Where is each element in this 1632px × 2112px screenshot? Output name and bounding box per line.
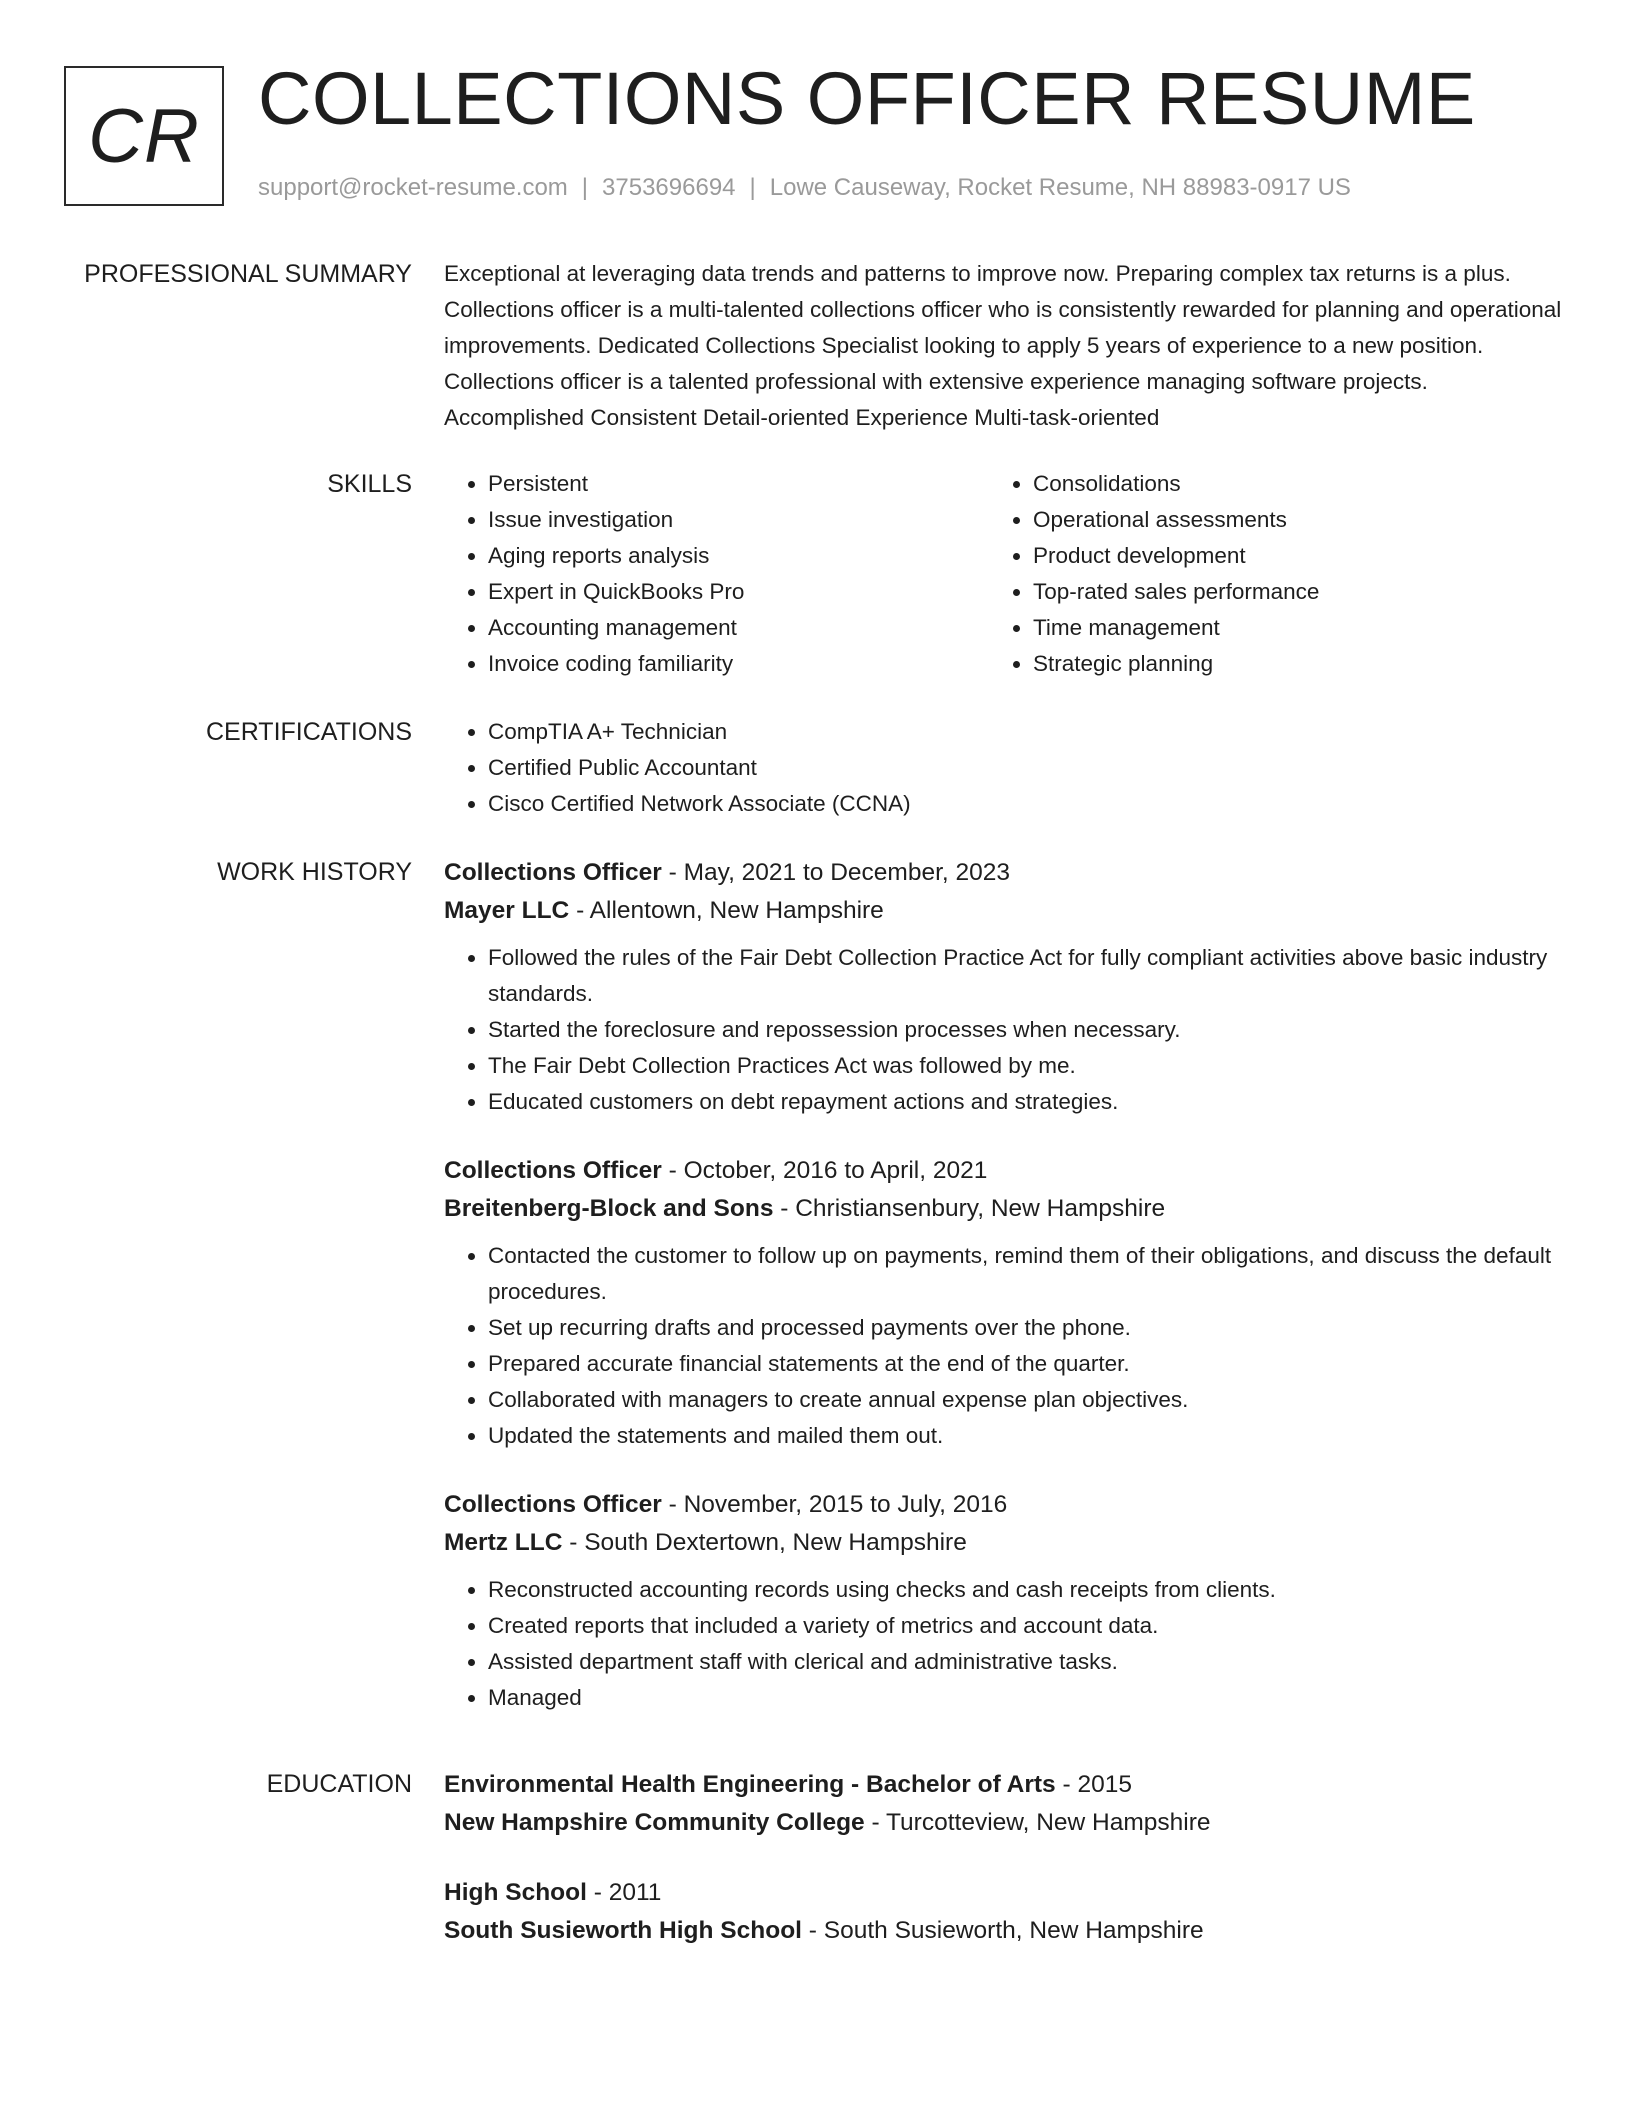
job-company-line [444, 892, 1564, 930]
list-item: • Consolidations [1033, 466, 1534, 502]
section-label-skills: SKILLS [327, 470, 412, 498]
list-item: • Collaborated with managers to create annual expense plan objectives. [488, 1382, 1564, 1418]
job-company: Mayer LLC [444, 897, 570, 924]
skills-column-left [444, 466, 989, 682]
list-item: • Followed the rules of the Fair Debt Collection Practice Act for fully compliant activities above basic industry standards. [488, 940, 1564, 1012]
list-item: • Started the foreclosure and repossession processes when necessary. [488, 1012, 1564, 1048]
job-location: - Allentown, New Hampshire [569, 897, 884, 924]
list-item: • Persistent [488, 466, 989, 502]
list-item: • Managed [488, 1680, 1564, 1716]
list-item: • Top-rated sales performance [1033, 574, 1534, 610]
section-label-summary: PROFESSIONAL SUMMARY [84, 260, 412, 288]
list-item: • Expert in QuickBooks Pro [488, 574, 989, 610]
section-label-education: EDUCATION [266, 1770, 412, 1798]
list-item: • CompTIA A+ Technician [488, 714, 1564, 750]
list-item: • Product development [1033, 538, 1534, 574]
list-item: • The Fair Debt Collection Practices Act was followed by me. [488, 1048, 1564, 1084]
job-entry [444, 854, 1564, 1120]
job-title-line [444, 854, 1564, 892]
contact-phone: 3753696694 [602, 174, 736, 201]
summary-body [444, 256, 1564, 436]
contact-separator: | [581, 174, 589, 201]
job-title-line [444, 1486, 1564, 1524]
skills-list-right [989, 466, 1534, 682]
summary-text: Exceptional at leveraging data trends and patterns to improve now. Preparing complex tax returns is a plus. Collections officer is a multi-talented collections officer who is consistently rewarded for planning and operational improvements. Dedicated Collections Specialist looking to apply 5 years of experience to a new position. Collections officer is a talented professional with extensive experience managing software projects. Accomplished Consistent Detail-oriented Experience Multi-task-oriented [444, 261, 1562, 430]
education-school-line [444, 1804, 1564, 1842]
job-title: Collections Officer [444, 859, 662, 886]
education-location: - South Susieworth, New Hampshire [801, 1917, 1204, 1944]
list-item: • Operational assessments [1033, 502, 1534, 538]
skills-column-right [989, 466, 1534, 682]
list-item: • Contacted the customer to follow up on payments, remind them of their obligations, and discuss the default procedures. [488, 1238, 1564, 1310]
list-item: • Time management [1033, 610, 1534, 646]
job-entry [444, 1152, 1564, 1454]
education-degree-line [444, 1874, 1564, 1912]
job-dates: - October, 2016 to April, 2021 [661, 1157, 988, 1184]
job-company: Mertz LLC [444, 1529, 563, 1556]
list-item: • Cisco Certified Network Associate (CCNA) [488, 786, 1564, 822]
list-item: • Strategic planning [1033, 646, 1534, 682]
education-body [444, 1766, 1564, 1950]
job-bullets [444, 940, 1564, 1120]
education-entry [444, 1766, 1564, 1842]
contact-address: Lowe Causeway, Rocket Resume, NH 88983-0917 US [769, 174, 1351, 201]
contact-separator: | [749, 174, 756, 201]
section-label-work-history: WORK HISTORY [217, 858, 412, 886]
page-title: COLLECTIONS OFFICER RESUME [258, 57, 1476, 140]
certifications-list [444, 714, 1564, 822]
certifications-body [444, 714, 1564, 822]
list-item: • Invoice coding familiarity [488, 646, 989, 682]
list-item: • Educated customers on debt repayment actions and strategies. [488, 1084, 1564, 1120]
job-bullets [444, 1572, 1564, 1716]
list-item: • Created reports that included a variety of metrics and account data. [488, 1608, 1564, 1644]
list-item: • Assisted department staff with clerical and administrative tasks. [488, 1644, 1564, 1680]
education-year: - 2015 [1055, 1771, 1132, 1798]
education-school: South Susieworth High School [444, 1917, 802, 1944]
job-title-line [444, 1152, 1564, 1190]
job-company: Breitenberg-Block and Sons [444, 1195, 774, 1222]
list-item: • Accounting management [488, 610, 989, 646]
list-item: • Prepared accurate financial statements at the end of the quarter. [488, 1346, 1564, 1382]
job-dates: - November, 2015 to July, 2016 [661, 1491, 1008, 1518]
list-item: • Updated the statements and mailed them out. [488, 1418, 1564, 1454]
job-location: - Christiansenbury, New Hampshire [773, 1195, 1166, 1222]
education-degree: High School [444, 1879, 587, 1906]
list-item: • Reconstructed accounting records using checks and cash receipts from clients. [488, 1572, 1564, 1608]
work-history-body [444, 854, 1564, 1716]
job-bullets [444, 1238, 1564, 1454]
contact-line [258, 174, 1351, 202]
list-item: • Issue investigation [488, 502, 989, 538]
monogram-initials: CR [88, 93, 200, 179]
job-location: - South Dextertown, New Hampshire [562, 1529, 967, 1556]
job-title: Collections Officer [444, 1157, 662, 1184]
list-item: • Certified Public Accountant [488, 750, 1564, 786]
education-location: - Turcotteview, New Hampshire [864, 1809, 1211, 1836]
education-entry [444, 1874, 1564, 1950]
list-item: • Set up recurring drafts and processed payments over the phone. [488, 1310, 1564, 1346]
job-entry [444, 1486, 1564, 1716]
contact-email: support@rocket-resume.com [258, 174, 568, 201]
skills-list-left [444, 466, 989, 682]
job-title: Collections Officer [444, 1491, 662, 1518]
job-company-line [444, 1524, 1564, 1562]
education-year: - 2011 [586, 1879, 662, 1906]
education-degree-line [444, 1766, 1564, 1804]
education-degree: Environmental Health Engineering - Bachelor of Arts [444, 1771, 1056, 1798]
section-label-certifications: CERTIFICATIONS [205, 718, 412, 746]
job-company-line [444, 1190, 1564, 1228]
job-dates: - May, 2021 to December, 2023 [661, 859, 1011, 886]
skills-body [444, 466, 1564, 682]
monogram-box [64, 66, 224, 206]
list-item: • Aging reports analysis [488, 538, 989, 574]
education-school-line [444, 1912, 1564, 1950]
education-school: New Hampshire Community College [444, 1809, 865, 1836]
